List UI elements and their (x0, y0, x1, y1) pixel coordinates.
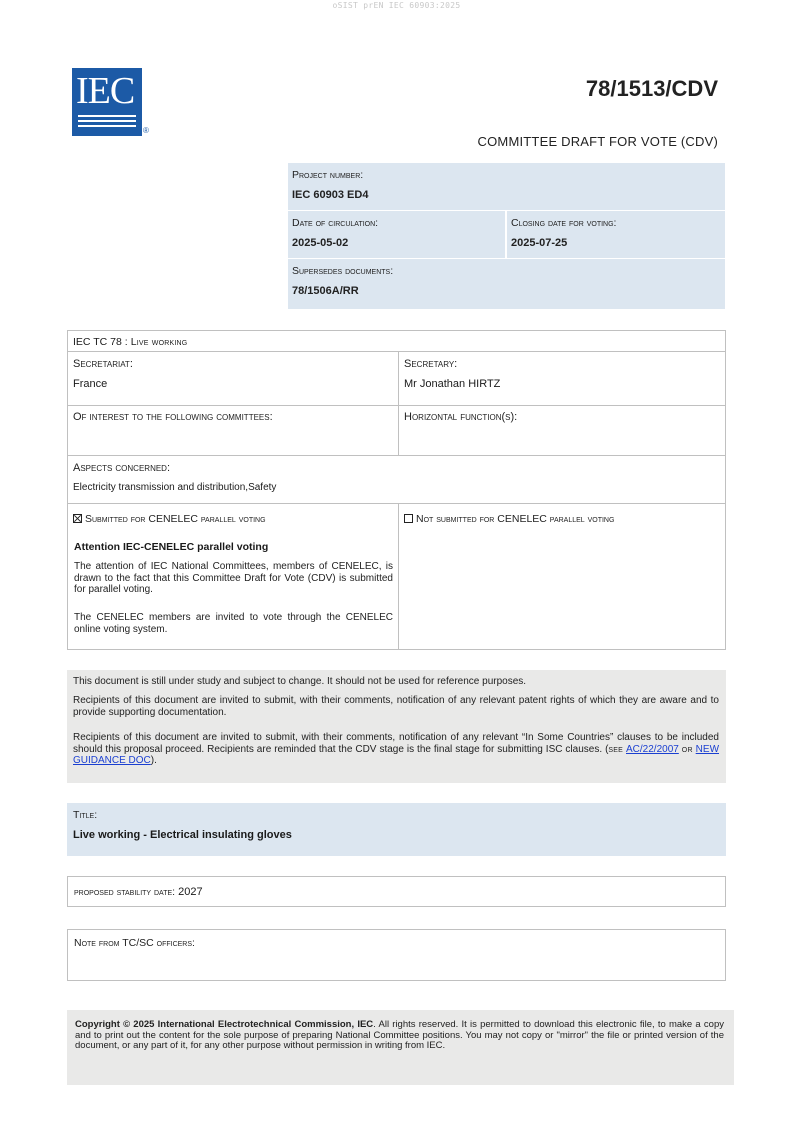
note-block (67, 929, 726, 981)
note-label: Note from TC/SC officers: (74, 937, 195, 949)
document-title: Live working - Electrical insulating gloves (73, 829, 292, 841)
notice-paragraph-2: Recipients of this document are invited to submit, with their comments, notification of any relevant patent rights of which they are aware and to provide supporting documentation. (73, 695, 719, 718)
title-block (67, 803, 726, 856)
attention-paragraph-1: The attention of IEC National Committees, members of CENELEC, is drawn to the fact that this Committee Draft for Vote (CDV) is submitted for parallel voting. (74, 561, 393, 595)
stability-row (74, 886, 203, 898)
secretariat-label: Secretariat: (73, 358, 133, 370)
tc-prefix: IEC TC 78 : (73, 336, 128, 348)
copyright-block (67, 1010, 734, 1085)
attention-title: Attention IEC-CENELEC parallel voting (74, 541, 269, 553)
circulation-cell (288, 211, 505, 258)
committee-table (67, 330, 726, 650)
notice-paragraph-1: This document is still under study and subject to change. It should not be used for reference purposes. (73, 676, 527, 687)
supersedes-value: 78/1506A/RR (292, 285, 359, 297)
not-submitted-option[interactable] (404, 513, 614, 525)
secretariat-value: France (73, 378, 108, 390)
aspects-value: Electricity transmission and distribution,Safety (73, 482, 277, 493)
secretary-label: Secretary: (404, 358, 458, 370)
not-submitted-label: Not submitted for CENELEC parallel voting (416, 513, 615, 525)
circulation-date: 2025-05-02 (292, 237, 349, 249)
watermark: oSIST prEN IEC 60903:2025 (332, 1, 461, 10)
stability-block (67, 876, 726, 907)
document-number: 78/1513/CDV (585, 76, 718, 101)
interest-label: Of interest to the following committees: (73, 411, 273, 423)
iec-logo (72, 68, 142, 136)
project-number-value: IEC 60903 ED4 (292, 189, 369, 201)
copyright-holder: Copyright © 2025 International Electrotechnical Commission, IEC (75, 1019, 374, 1030)
or-text: or (681, 743, 693, 755)
horizontal-label: Horizontal function(s): (404, 411, 518, 423)
closing-date: 2025-07-25 (511, 237, 568, 249)
secretary-value: Mr Jonathan HIRTZ (404, 378, 501, 390)
tc-name: Live working (130, 336, 188, 348)
stability-value: 2027 (178, 886, 203, 898)
not-submitted-checkbox[interactable] (404, 514, 413, 523)
see-text: see (608, 743, 624, 755)
document-type: COMMITTEE DRAFT FOR VOTE (CDV) (477, 134, 718, 149)
logo-lines (78, 115, 136, 130)
title-label: Title: (73, 809, 98, 821)
registered-mark: ® (143, 126, 149, 135)
new-guidance-doc-link[interactable]: NEW GUIDANCE DOC (73, 743, 720, 766)
aspects-label: Aspects concerned: (73, 462, 171, 474)
notice-block (67, 670, 726, 783)
project-number-cell (288, 163, 725, 210)
copyright-text (75, 1020, 724, 1052)
tc-row (73, 336, 187, 348)
stability-label: proposed stability date: (74, 886, 176, 898)
closing-label: Closing date for voting: (511, 217, 617, 229)
notice-p3-text: Recipients of this document are invited to submit, with their comments, notification of any relevant “In Some Countries” clauses to be included should this proposal proceed. Recipients are reminded that the CDV stage is the final stage for submitting ISC clauses. ( (73, 732, 719, 755)
submitted-label: Submitted for CENELEC parallel voting (85, 513, 266, 525)
supersedes-label: Supersedes documents: (292, 265, 394, 277)
logo-text: IEC (76, 70, 135, 112)
notice-end: ). (150, 755, 157, 766)
ac-22-2007-link[interactable]: AC/22/2007 (626, 743, 679, 755)
supersedes-cell (288, 259, 725, 309)
circulation-label: Date of circulation: (292, 217, 379, 229)
copyright-body: . All rights reserved. It is permitted to download this electronic file, to make a copy and to print out the content for the sole purpose of preparing National Committee positions. You may not copy or "mirror" the file or printed version of the document, or any part of it, for any other purpose without permission in writing from IEC. (75, 1019, 724, 1051)
notice-paragraph-3 (73, 732, 719, 767)
closing-cell (507, 211, 725, 258)
submitted-checkbox[interactable] (73, 514, 82, 523)
project-number-label: Project number: (292, 169, 364, 181)
submitted-option[interactable] (73, 513, 266, 525)
attention-paragraph-2: The CENELEC members are invited to vote through the CENELEC online voting system. (74, 612, 393, 635)
